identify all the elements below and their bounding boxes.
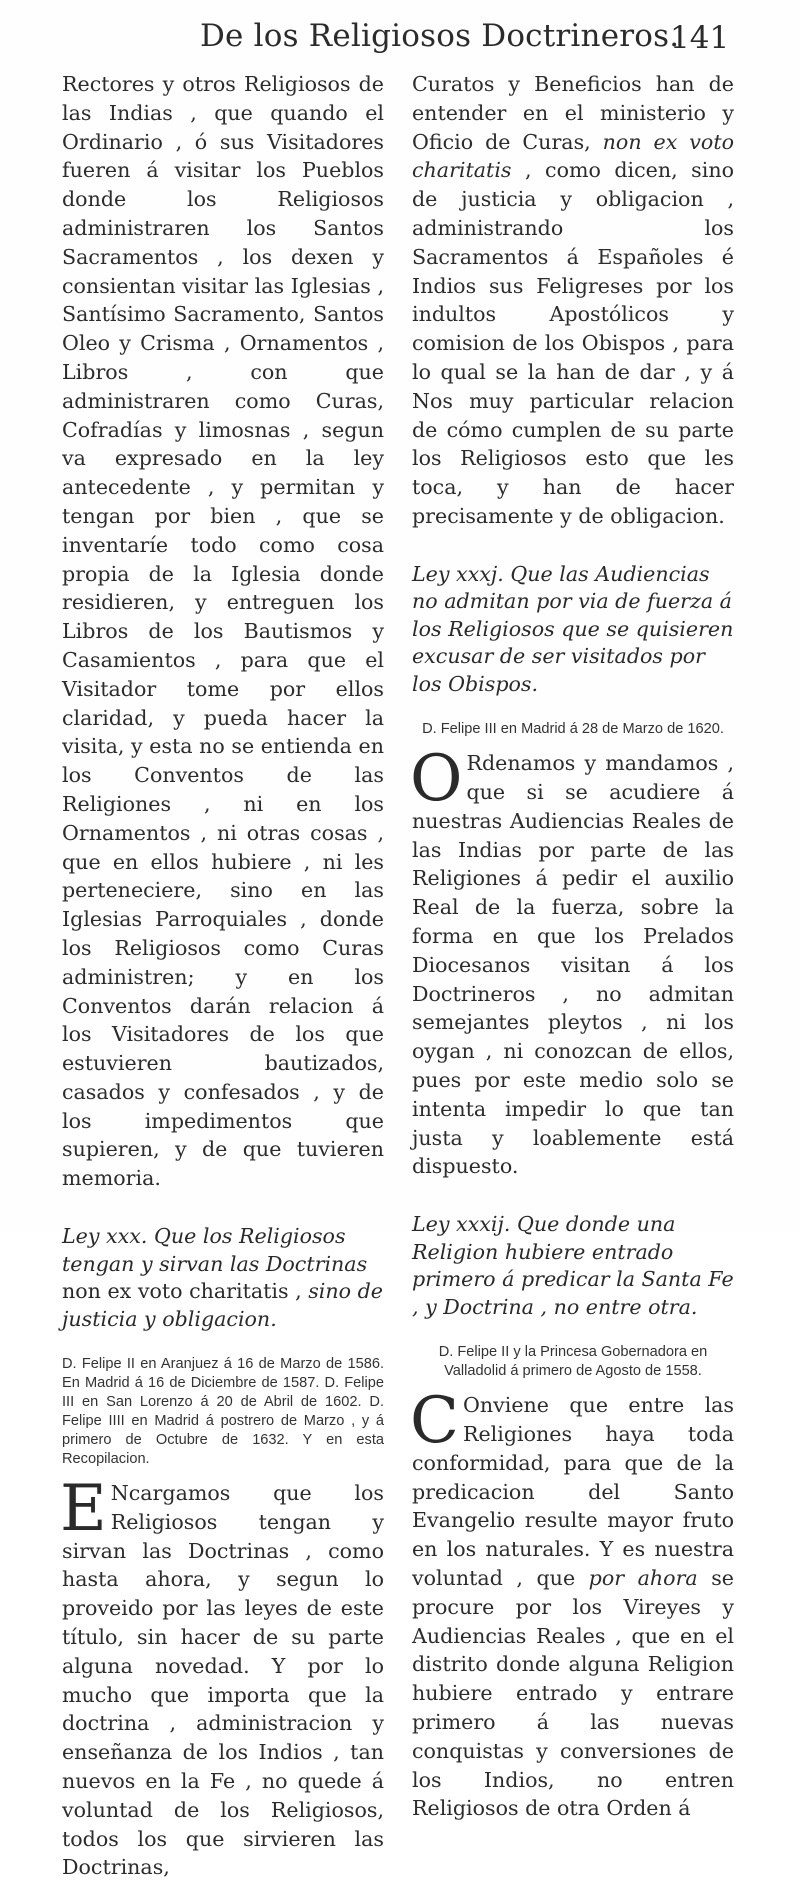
running-title: De los Religiosos Doctrineros. — [200, 18, 680, 54]
law-30-source: D. Felipe II en Aranjuez á 16 de Marzo de 1586. En Madrid á 16 de Diciembre de 1587. D. Felipe III en San Lorenzo á 20 de Abril de 1602. D. Felipe IIII en Madrid á postrero de Marzo , y á primero de Octubre de 1632. Y en esta Recopilacion. — [62, 1356, 384, 1468]
law-30-continuation — [412, 70, 734, 531]
law-30-title — [62, 1223, 384, 1333]
law-30-title-b: non ex voto charitatis , — [62, 1279, 309, 1304]
law-30-body: Ncargamos que los Religiosos tengan y sirvan las Doctrinas , como hasta ahora, y segun lo proveido por las leyes de este título, sin hacer de su parte alguna novedad. Y por lo mucho que importa que la doctrina , administracion y enseñanza de los Indios , tan nuevos en la Fe , no quede á voluntad de los Religiosos, todos los que sirvieren las Doctrinas, — [62, 1481, 384, 1880]
law-31-text — [410, 742, 734, 1181]
right-column — [412, 70, 734, 1823]
law-30-cont-c: , como dicen, sino de justicia y obligacion , administrando los Sacramentos á Españoles é Indios sus Feligreses por los indultos Apostólicos y comision de los Obispos , para lo qual se la han de dar , y á Nos muy particular relacion de cómo cumplen de su parte los Religiosos esto que les toca, y han de hacer precisamente y de obligacion. — [412, 158, 734, 528]
law-32-initial: C — [410, 1384, 459, 1459]
page-number: 141 — [670, 20, 730, 56]
law-31-source: D. Felipe III en Madrid á 28 de Marzo de 1620. — [422, 721, 724, 738]
law-30-cont-latin: non ex voto charitatis — [412, 129, 735, 183]
law-31-initial: O — [410, 742, 463, 817]
law-30-cont-a: Curatos y Beneficios han de entender en el ministerio y Oficio de Curas, — [412, 72, 734, 154]
law-32-source: D. Felipe II y la Princesa Gobernadora en Valladolid á primero de Agosto de 1558. — [438, 1344, 708, 1380]
law-30-title-c: sino de justicia y obligacion. — [62, 1279, 383, 1331]
law-30-text — [60, 1472, 384, 1882]
law-30-title-a: Ley xxx. Que los Religiosos tengan y sirvan las Doctrinas — [62, 1224, 368, 1276]
law-32-body-italic: por ahora — [588, 1565, 698, 1590]
law-32-title: Ley xxxij. Que donde una Religion hubiere entrado primero á predicar la Santa Fe , y Doctrina , no entre otra. — [412, 1212, 734, 1319]
law-31-title: Ley xxxj. Que las Audiencias no admitan por via de fuerza á los Religiosos que se quisieren excusar de ser visitados por los Obispos. — [412, 561, 734, 696]
law-32-body-c: se procure por los Vireyes y Audiencias Reales , que en el distrito donde alguna Religion hubiere entrado y entrare primero á las nuevas conquistas y conversiones de los Indios, no entren Religiosos de otra Orden á — [412, 1565, 734, 1821]
law-32-body-a: Onviene que entre las Religiones haya toda conformidad, para que de la predicacion del Santo Evangelio resulte mayor fruto en los naturales. Y es nuestra voluntad , que — [412, 1393, 734, 1590]
law-32-text — [410, 1384, 734, 1823]
left-column — [62, 70, 384, 1882]
law-31-body: Rdenamos y mandamos , que si se acudiere á nuestras Audiencias Reales de las Indias por parte de las Religiones á pedir el auxilio Real de la fuerza, sobre la forma en que los Prelados Diocesanos visitan á los Doctrineros , no admitan semejantes pleytos , ni los oygan , ni conozcan de ellos, pues por este medio solo se intenta impedir lo que tan justa y loablemente está dispuesto. — [412, 751, 734, 1179]
law-29-continuation: Rectores y otros Religiosos de las Indias , que quando el Ordinario , ó sus Visitadores fueren á visitar los Pueblos donde los Religiosos administraren los Santos Sacramentos , los dexen y consientan visitar las Iglesias , Santísimo Sacramento, Santos Oleo y Crisma , Ornamentos , Libros , con que administraren como Curas, Cofradías y limosnas , segun va expresado en la ley antecedente , y permitan y tengan por bien , que se inventaríe todo como cosa propia de la Iglesia donde residieren, y entreguen los Libros de los Bautismos y Casamientos , para que el Visitador tome por ellos claridad, y pueda hacer la visita, y esta no se entienda en los Conventos de las Religiones , ni en los Ornamentos , ni otras cosas , que en ellos hubiere , ni les perteneciere, sino en las Iglesias Parroquiales , donde los Religiosos como Curas administren; y en los Conventos darán relacion á los Visitadores de los que estuvieren bautizados, casados y confesados , y de los impedimentos que supieren, y de que tuvieren memoria. — [62, 72, 384, 1191]
law-30-initial: E — [60, 1472, 107, 1547]
